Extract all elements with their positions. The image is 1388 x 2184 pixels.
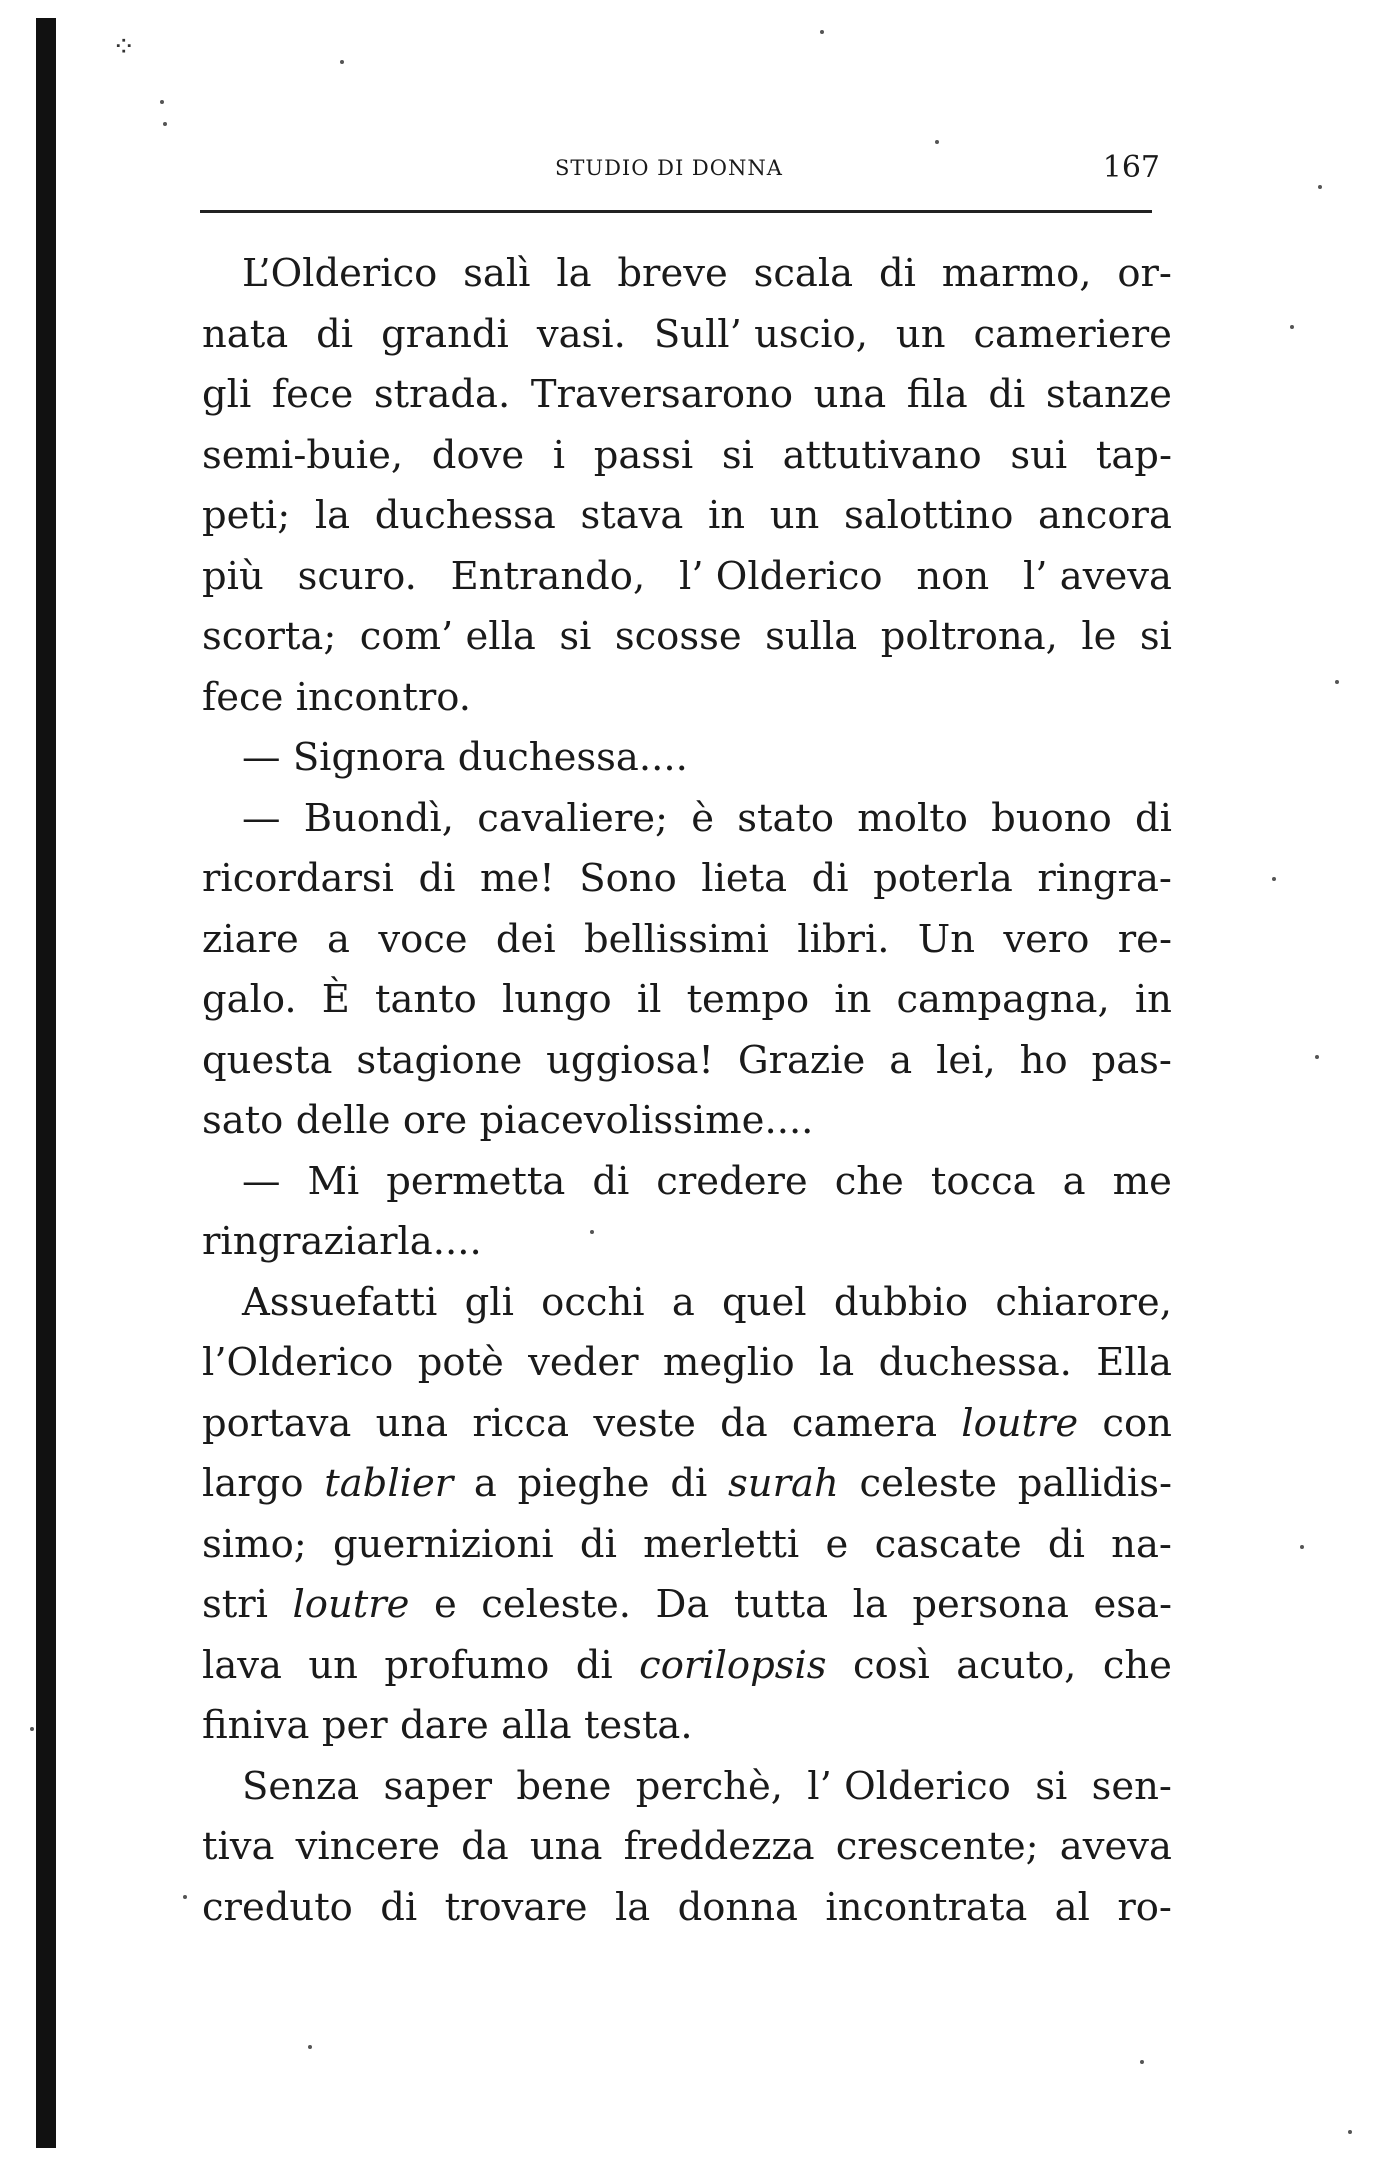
word: passi [593,432,694,478]
word: duchessa. [878,1340,1072,1385]
speck [1290,325,1294,329]
word: aveva [1059,1824,1172,1869]
speck [935,140,939,144]
word: incontro. [295,674,471,720]
word: lava [202,1642,282,1688]
speck [308,2045,312,2049]
text-line [202,1817,1172,1878]
word: meglio [662,1340,795,1385]
word: e [433,1582,457,1627]
word: la [314,493,351,538]
word: duchessa.... [457,735,688,780]
word: peti; [202,493,291,538]
word: dubbio [833,1279,969,1325]
ink-smudge: ⁘ [112,30,138,63]
word: strada. [373,372,511,417]
word: stagione [356,1037,523,1083]
word: si [559,614,592,659]
text-line [202,1273,1172,1334]
word: si [1139,614,1172,659]
text-line [202,244,1172,305]
word: stato [737,795,835,841]
word: di [592,1158,630,1204]
word: lieta [701,856,788,901]
word: sulla [765,614,858,659]
word: ore [402,1098,468,1143]
word: celeste [859,1461,997,1506]
text-line [202,1031,1172,1092]
text-line [202,849,1172,910]
word: ancora [1038,493,1172,538]
word: sen- [1091,1763,1172,1809]
word: me [1112,1158,1172,1204]
word: Entrando, [450,553,646,599]
word: cascate [874,1521,1022,1567]
word: a [1062,1158,1086,1204]
word: di [575,1642,613,1688]
word: merletti [643,1521,800,1567]
word: re- [1117,916,1172,962]
word: di [380,1884,418,1930]
word: profumo [384,1642,550,1688]
word: dare [399,1703,489,1748]
text-line [202,970,1172,1031]
word: — [242,795,281,841]
word: piacevolissime.... [479,1098,814,1143]
word: la [818,1340,855,1385]
word: duchessa [374,493,556,538]
text-line [202,1878,1172,1939]
word: le [1081,614,1117,659]
text-line [202,1091,1172,1152]
word: l’ Olderico [679,553,883,599]
word: veste [593,1400,696,1446]
word: si [721,432,754,478]
text-line [202,668,1172,729]
word: di [316,311,354,357]
speck [820,30,824,34]
word: dei [495,916,556,962]
word: si [1035,1763,1068,1809]
speck [1272,877,1276,881]
word: perchè, [635,1763,783,1809]
word: na- [1111,1521,1172,1567]
word: a [327,916,351,962]
word: stanze [1045,372,1172,417]
word: — [242,735,281,780]
text-line [202,426,1172,487]
word: tocca [930,1158,1036,1204]
speck [1315,1055,1319,1059]
text-line [202,789,1172,850]
word: delle [295,1098,391,1143]
word: tiva [202,1824,275,1869]
word: dove [431,432,525,478]
word: — [242,1158,281,1204]
word: fece [271,372,354,417]
word: poltrona, [880,614,1058,659]
text-line [202,1515,1172,1576]
word: ro- [1117,1884,1172,1930]
word: bellissimi [583,916,769,962]
word: più [202,553,264,599]
word: l’Olderico [202,1340,394,1385]
word: loutre [961,1400,1079,1446]
word: poterla [873,856,1013,901]
word: permetta [386,1158,566,1204]
text-line [202,1757,1172,1818]
word: al [1054,1884,1090,1930]
text-line [202,486,1172,547]
text-line [202,910,1172,971]
word: galo. [202,977,297,1022]
word: donna [677,1884,798,1930]
word: finiva [202,1703,310,1748]
word: tempo [686,977,810,1022]
word: loutre [292,1582,410,1627]
word: com’ ella [359,614,536,659]
word: guernizioni [333,1521,554,1567]
word: ringraziarla.... [202,1219,482,1264]
speck [183,1895,187,1899]
word: molto [857,795,968,841]
word: me! [479,856,555,901]
word: incontrata [825,1884,1028,1930]
word: fila [906,372,968,417]
word: occhi [541,1279,645,1325]
word: veder [528,1340,639,1385]
word: buono [991,795,1112,841]
speck [1300,1545,1304,1549]
word: testa. [583,1703,693,1748]
body-text [202,244,1172,1938]
word: lungo [501,977,612,1022]
word: un [769,493,820,538]
text-line [202,1636,1172,1697]
word: Grazie [737,1037,866,1083]
word: grandi [381,311,509,357]
word: portava [202,1400,352,1446]
word: la [556,251,592,296]
word: breve [617,251,728,296]
word: corilopsis [639,1642,827,1688]
word: di [670,1461,708,1506]
speck [340,60,344,64]
word: stri [202,1582,268,1627]
word: non [916,553,990,599]
word: salì [463,251,531,296]
text-line [202,365,1172,426]
text-line [202,1696,1172,1757]
word: cameriere [973,311,1172,357]
word: di [579,1521,617,1567]
word: stava [580,493,684,538]
word: di [878,251,916,296]
word: È [321,977,350,1022]
word: Sono [579,856,677,901]
word: surah [728,1461,839,1506]
word: un [895,311,946,357]
word: or- [1117,251,1172,296]
word: di [1135,795,1172,841]
text-line [202,1152,1172,1213]
word: il [636,977,662,1022]
word: uggiosa! [546,1037,714,1083]
word: nata [202,311,289,357]
speck [1335,680,1339,684]
word: trovare [444,1884,588,1930]
word: una [529,1824,603,1869]
word: bene [516,1763,612,1809]
word: per [321,1703,388,1748]
word: Un [917,916,976,962]
text-line [202,1454,1172,1515]
word: è [691,795,715,841]
word: ziare [202,916,299,962]
word: da [720,1400,768,1446]
word: ricordarsi [202,856,394,901]
word: pieghe [517,1461,650,1506]
word: tap- [1095,432,1172,478]
word: gli [202,372,252,417]
word: simo; [202,1521,307,1567]
binding-edge [36,18,56,2148]
word: esa- [1093,1582,1172,1627]
word: e [825,1521,849,1567]
word: salottino [843,493,1014,538]
word: pallidis- [1017,1461,1172,1506]
word: potè [417,1340,504,1385]
text-line [202,607,1172,668]
word: da [461,1824,509,1869]
speck [160,100,164,104]
word: credere [656,1158,808,1204]
word: acuto, [956,1642,1077,1688]
word: Buondì, [303,795,454,841]
header-rule [200,210,1152,213]
word: freddezza [623,1824,815,1869]
word: di [811,856,849,901]
word: una [813,372,887,417]
word: così [852,1642,930,1688]
word: marmo, [941,251,1092,296]
word: fece [202,674,284,720]
word: scorta; [202,614,337,659]
word: Ella [1096,1340,1172,1385]
word: in [707,493,746,538]
word: vasi. [536,311,626,357]
word: l’ aveva [1022,553,1172,599]
word: scala [753,251,854,296]
speck [163,122,167,126]
page-number: 167 [1102,150,1160,185]
word: L’Olderico [242,251,438,296]
word: con [1102,1400,1172,1446]
word: di [1047,1521,1085,1567]
word: saper [383,1763,493,1809]
page-header [200,150,1170,190]
word: Senza [242,1763,360,1809]
word: a [473,1461,497,1506]
word: che [1102,1642,1172,1688]
word: di [988,372,1026,417]
word: tanto [374,977,477,1022]
speck [1318,185,1322,189]
word: a [671,1279,695,1325]
word: celeste. [481,1582,631,1627]
word: attutivano [782,432,982,478]
word: crescente; [835,1824,1039,1869]
word: camera [791,1400,938,1446]
word: semi-buie, [202,432,404,478]
word: scuro. [297,553,417,599]
speck [1348,2130,1352,2134]
text-line [202,728,1172,789]
word: lei, [936,1037,996,1083]
text-line [202,1212,1172,1273]
word: una [375,1400,449,1446]
word: pas- [1091,1037,1172,1083]
word: campagna, [896,977,1110,1022]
word: in [1134,977,1172,1022]
word: largo [202,1461,304,1506]
word: alla [501,1703,572,1748]
word: di [418,856,456,901]
text-line [202,1394,1172,1455]
word: vero [1003,916,1090,962]
word: ricca [472,1400,570,1446]
word: tablier [324,1461,454,1506]
word: chiarore, [995,1279,1172,1325]
word: che [834,1158,904,1204]
word: questa [202,1037,333,1083]
speck [1140,2060,1144,2064]
word: a [889,1037,913,1083]
word: ringra- [1037,856,1172,901]
word: scosse [614,614,742,659]
word: i [552,432,566,478]
word: creduto [202,1884,353,1930]
text-line [202,1575,1172,1636]
running-title: STUDIO DI DONNA [555,156,783,180]
word: l’ Olderico [807,1763,1011,1809]
word: persona [912,1582,1069,1627]
word: vincere [295,1824,441,1869]
word: un [308,1642,358,1688]
word: sato [202,1098,284,1143]
word: Traversarono [530,372,794,417]
word: ho [1019,1037,1068,1083]
word: quel [722,1279,807,1325]
text-line [202,547,1172,608]
word: Assuefatti [242,1279,438,1325]
word: tutta [733,1582,829,1627]
word: libri. [797,916,890,962]
word: Signora [292,735,446,780]
word: la [852,1582,888,1627]
word: in [834,977,872,1022]
word: sui [1010,432,1068,478]
word: voce [378,916,468,962]
word: Sull’ uscio, [653,311,868,357]
word: cavaliere; [477,795,668,841]
word: Mi [307,1158,360,1204]
speck [30,1727,34,1731]
text-line [202,1333,1172,1394]
word: Da [655,1582,710,1627]
text-line [202,305,1172,366]
word: la [614,1884,651,1930]
word: gli [464,1279,514,1325]
